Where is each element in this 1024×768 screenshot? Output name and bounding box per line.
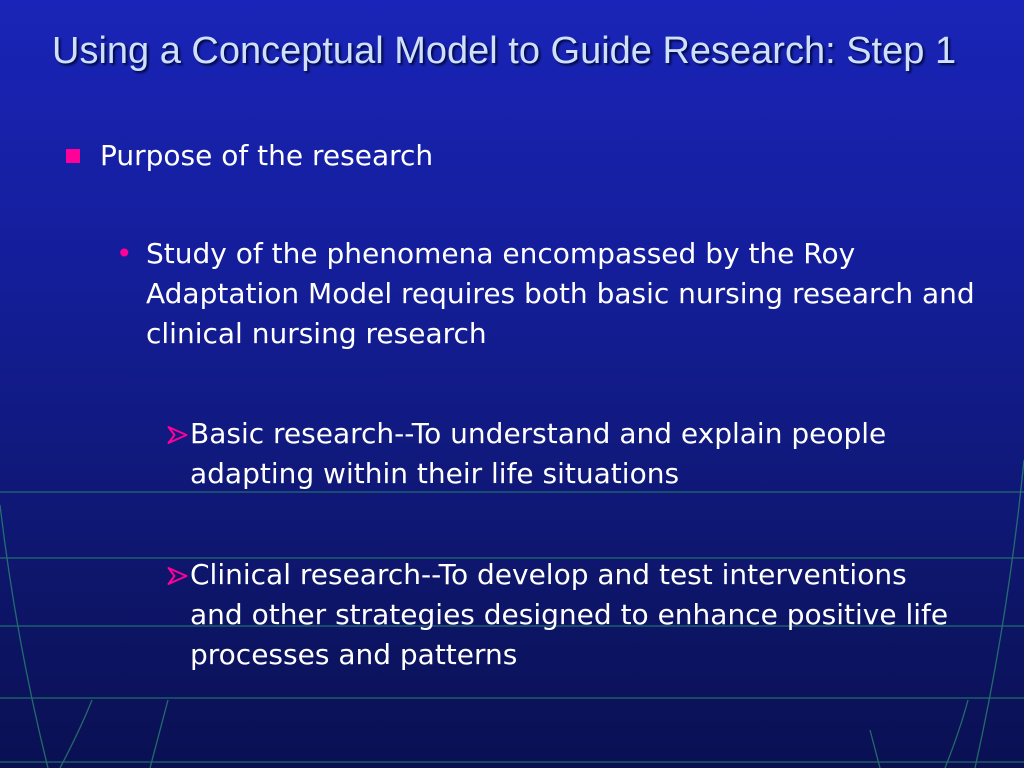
square-bullet-icon bbox=[66, 149, 80, 163]
bullet-text: Clinical research--To develop and test interventions and other strategies designed to enhance positive life processes and patterns bbox=[190, 558, 949, 671]
bullet-text: Study of the phenomena encompassed by the Roy Adaptation Model requires both basic nursing research and clinical nursing research bbox=[146, 237, 975, 350]
bullet-clinical-research bbox=[165, 555, 965, 675]
arrow-bullet-icon bbox=[165, 425, 190, 445]
bullet-text: Basic research--To understand and explain people adapting within their life situations bbox=[190, 417, 887, 490]
arrow-bullet-icon bbox=[165, 566, 190, 586]
bullet-basic-research bbox=[165, 414, 965, 494]
dot-bullet-icon: • bbox=[116, 237, 133, 270]
bullet-text: Purpose of the research bbox=[100, 139, 434, 172]
bullet-purpose bbox=[66, 136, 433, 176]
slide-title: Using a Conceptual Model to Guide Research: Step 1 bbox=[52, 30, 957, 72]
bullet-study bbox=[116, 234, 976, 354]
